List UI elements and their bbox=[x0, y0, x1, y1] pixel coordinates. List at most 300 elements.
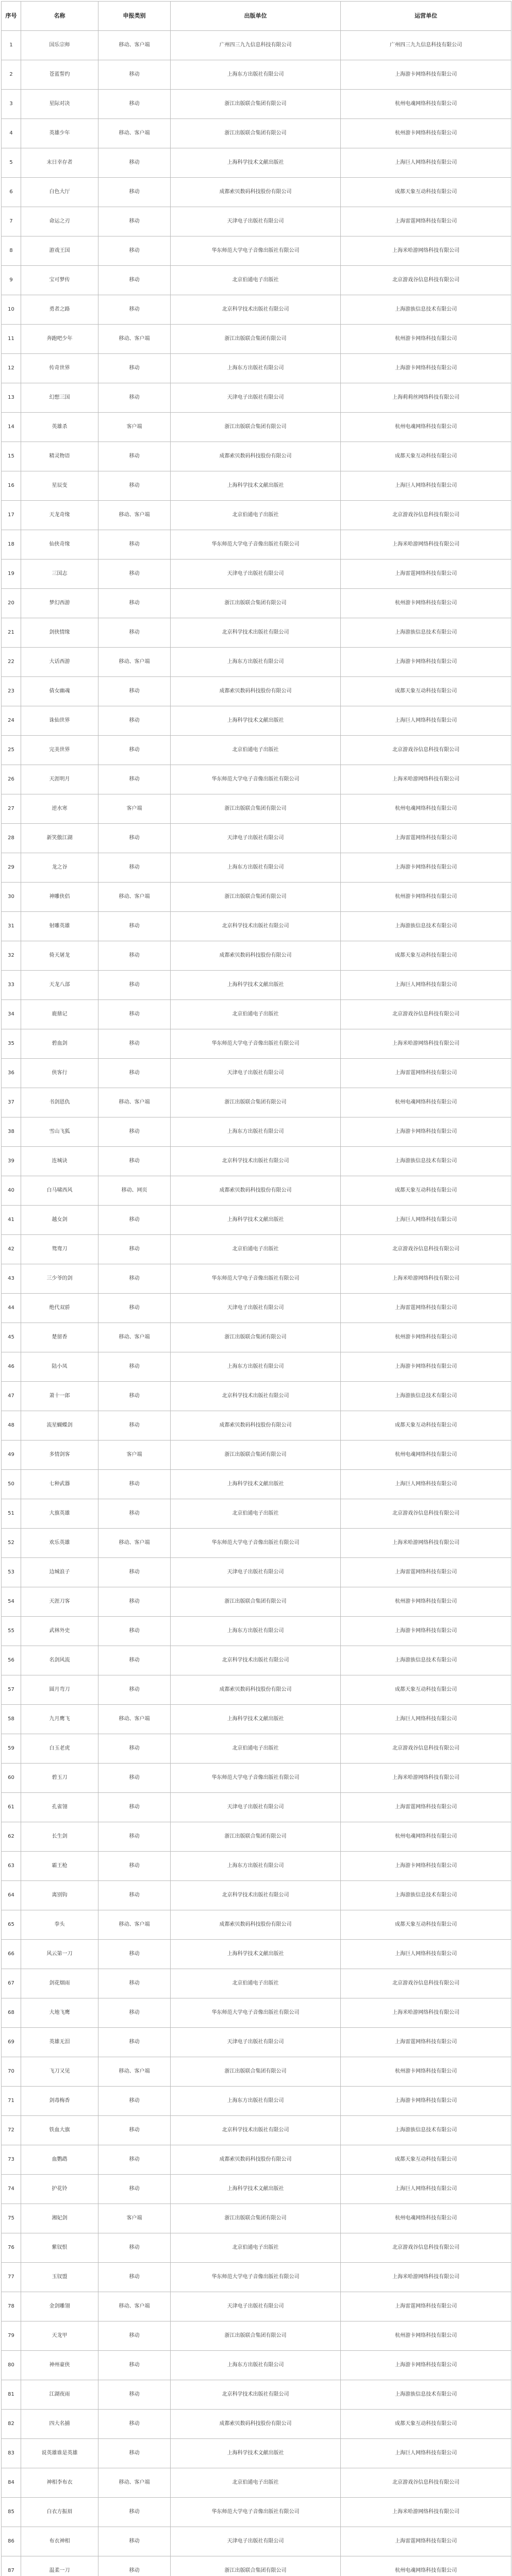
cell-publisher: 华东师范大学电子音像出版社有限公司 bbox=[171, 1764, 341, 1793]
cell-publisher: 北京科学技术出版社有限公司 bbox=[171, 1881, 341, 1910]
cell-operator: 上海巨人网络科技有限公司 bbox=[341, 1206, 511, 1235]
cell-publisher: 华东师范大学电子音像出版社有限公司 bbox=[171, 530, 341, 560]
cell-name: 精灵物语 bbox=[21, 442, 98, 471]
cell-type: 移动 bbox=[98, 2321, 171, 2351]
cell-operator: 上海雷霆网络科技有限公司 bbox=[341, 824, 511, 853]
table-row bbox=[2, 1793, 511, 1822]
cell-publisher: 华东师范大学电子音像出版社有限公司 bbox=[171, 236, 341, 266]
table-row bbox=[2, 1822, 511, 1852]
table-row bbox=[2, 207, 511, 236]
cell-publisher: 北京科学技术出版社有限公司 bbox=[171, 912, 341, 941]
cell-type: 移动 bbox=[98, 1352, 171, 1382]
cell-operator: 上海巨人网络科技有限公司 bbox=[341, 148, 511, 178]
cell-name: 七种武器 bbox=[21, 1470, 98, 1499]
cell-type: 移动 bbox=[98, 2028, 171, 2057]
cell-operator: 杭州电魂网络科技有限公司 bbox=[341, 1088, 511, 1117]
cell-publisher: 成都索贝数码科技股份有限公司 bbox=[171, 2145, 341, 2175]
cell-no: 54 bbox=[2, 1587, 21, 1617]
table-row bbox=[2, 530, 511, 560]
cell-type: 移动 bbox=[98, 824, 171, 853]
cell-name: 楚留香 bbox=[21, 1323, 98, 1352]
table-row bbox=[2, 2527, 511, 2556]
cell-operator: 上海米哈游网络科技有限公司 bbox=[341, 2498, 511, 2527]
cell-no: 26 bbox=[2, 765, 21, 794]
approval-table-container bbox=[1, 1, 511, 2576]
cell-operator: 上海雷霆网络科技有限公司 bbox=[341, 2527, 511, 2556]
cell-name: 鸳鸯刀 bbox=[21, 1235, 98, 1264]
cell-no: 50 bbox=[2, 1470, 21, 1499]
cell-no: 20 bbox=[2, 589, 21, 618]
cell-type: 移动 bbox=[98, 1558, 171, 1587]
table-row bbox=[2, 2087, 511, 2116]
cell-publisher: 华东师范大学电子音像出版社有限公司 bbox=[171, 765, 341, 794]
table-row bbox=[2, 2468, 511, 2498]
cell-publisher: 成都索贝数码科技股份有限公司 bbox=[171, 677, 341, 706]
table-row bbox=[2, 1558, 511, 1587]
cell-operator: 北京游戏谷信息科技有限公司 bbox=[341, 266, 511, 295]
cell-name: 宝可梦传 bbox=[21, 266, 98, 295]
cell-no: 22 bbox=[2, 648, 21, 677]
cell-type: 移动 bbox=[98, 2527, 171, 2556]
cell-no: 25 bbox=[2, 736, 21, 765]
table-row bbox=[2, 1235, 511, 1264]
cell-no: 63 bbox=[2, 1852, 21, 1881]
cell-type: 移动 bbox=[98, 295, 171, 325]
cell-no: 21 bbox=[2, 618, 21, 648]
cell-publisher: 上海科学技术文献出版社 bbox=[171, 971, 341, 1000]
table-row bbox=[2, 618, 511, 648]
cell-operator: 杭州电魂网络科技有限公司 bbox=[341, 413, 511, 442]
table-row bbox=[2, 413, 511, 442]
cell-type: 移动、客户端 bbox=[98, 1705, 171, 1734]
cell-type: 移动 bbox=[98, 560, 171, 589]
cell-no: 61 bbox=[2, 1793, 21, 1822]
cell-no: 12 bbox=[2, 354, 21, 383]
cell-type: 移动 bbox=[98, 1617, 171, 1646]
cell-name: 九月鹰飞 bbox=[21, 1705, 98, 1734]
cell-publisher: 华东师范大学电子音像出版社有限公司 bbox=[171, 1029, 341, 1059]
cell-name: 诛仙世界 bbox=[21, 706, 98, 736]
cell-publisher: 成都索贝数码科技股份有限公司 bbox=[171, 1675, 341, 1705]
table-row bbox=[2, 119, 511, 148]
cell-no: 45 bbox=[2, 1323, 21, 1352]
cell-type: 移动 bbox=[98, 2380, 171, 2410]
cell-publisher: 浙江出版联合集团有限公司 bbox=[171, 1822, 341, 1852]
cell-operator: 北京游戏谷信息科技有限公司 bbox=[341, 1000, 511, 1029]
cell-operator: 北京游戏谷信息科技有限公司 bbox=[341, 1499, 511, 1529]
cell-operator: 上海巨人网络科技有限公司 bbox=[341, 2175, 511, 2204]
cell-type: 移动 bbox=[98, 2498, 171, 2527]
cell-name: 白马啸西风 bbox=[21, 1176, 98, 1206]
table-row bbox=[2, 824, 511, 853]
cell-publisher: 天津电子出版社有限公司 bbox=[171, 2527, 341, 2556]
table-row bbox=[2, 2057, 511, 2087]
cell-operator: 北京游戏谷信息科技有限公司 bbox=[341, 2468, 511, 2498]
cell-name: 奔跑吧少年 bbox=[21, 325, 98, 354]
cell-no: 78 bbox=[2, 2292, 21, 2321]
cell-no: 82 bbox=[2, 2410, 21, 2439]
cell-no: 7 bbox=[2, 207, 21, 236]
cell-no: 40 bbox=[2, 1176, 21, 1206]
cell-name: 布衣神相 bbox=[21, 2527, 98, 2556]
cell-type: 移动 bbox=[98, 1734, 171, 1764]
cell-operator: 上海游族信息技术有限公司 bbox=[341, 295, 511, 325]
cell-operator: 上海巨人网络科技有限公司 bbox=[341, 706, 511, 736]
table-row bbox=[2, 706, 511, 736]
cell-publisher: 上海科学技术文献出版社 bbox=[171, 2175, 341, 2204]
cell-publisher: 北京科学技术出版社有限公司 bbox=[171, 1382, 341, 1411]
cell-no: 68 bbox=[2, 1998, 21, 2028]
cell-type: 移动 bbox=[98, 2233, 171, 2263]
table-row bbox=[2, 1499, 511, 1529]
table-row bbox=[2, 2175, 511, 2204]
cell-no: 46 bbox=[2, 1352, 21, 1382]
table-row bbox=[2, 941, 511, 971]
cell-publisher: 浙江出版联合集团有限公司 bbox=[171, 413, 341, 442]
cell-no: 11 bbox=[2, 325, 21, 354]
cell-name: 霸王枪 bbox=[21, 1852, 98, 1881]
cell-type: 移动 bbox=[98, 2175, 171, 2204]
cell-name: 拳头 bbox=[21, 1910, 98, 1940]
cell-operator: 上海游卡网络科技有限公司 bbox=[341, 1617, 511, 1646]
cell-type: 移动 bbox=[98, 941, 171, 971]
cell-name: 天龙八部 bbox=[21, 971, 98, 1000]
cell-publisher: 浙江出版联合集团有限公司 bbox=[171, 1088, 341, 1117]
cell-no: 65 bbox=[2, 1910, 21, 1940]
table-row bbox=[2, 442, 511, 471]
cell-publisher: 北京伯通电子出版社 bbox=[171, 2468, 341, 2498]
cell-type: 移动 bbox=[98, 2116, 171, 2145]
cell-publisher: 浙江出版联合集团有限公司 bbox=[171, 2556, 341, 2576]
cell-name: 龙之谷 bbox=[21, 853, 98, 883]
cell-publisher: 华东师范大学电子音像出版社有限公司 bbox=[171, 1998, 341, 2028]
cell-name: 孔雀翎 bbox=[21, 1793, 98, 1822]
cell-type: 移动 bbox=[98, 1969, 171, 1998]
cell-name: 流星蝴蝶剑 bbox=[21, 1411, 98, 1440]
cell-type: 移动 bbox=[98, 354, 171, 383]
cell-type: 移动 bbox=[98, 706, 171, 736]
cell-type: 移动 bbox=[98, 60, 171, 90]
cell-no: 32 bbox=[2, 941, 21, 971]
cell-publisher: 上海东方出版社有限公司 bbox=[171, 1852, 341, 1881]
cell-publisher: 天津电子出版社有限公司 bbox=[171, 383, 341, 413]
table-row bbox=[2, 1587, 511, 1617]
cell-type: 移动 bbox=[98, 90, 171, 119]
cell-no: 31 bbox=[2, 912, 21, 941]
cell-publisher: 广州四三九九信息科技有限公司 bbox=[171, 31, 341, 60]
cell-type: 移动 bbox=[98, 207, 171, 236]
cell-no: 9 bbox=[2, 266, 21, 295]
table-row bbox=[2, 1881, 511, 1910]
cell-no: 44 bbox=[2, 1294, 21, 1323]
cell-type: 移动 bbox=[98, 2263, 171, 2292]
cell-publisher: 浙江出版联合集团有限公司 bbox=[171, 883, 341, 912]
table-row bbox=[2, 1998, 511, 2028]
table-row bbox=[2, 1675, 511, 1705]
cell-type: 移动 bbox=[98, 2439, 171, 2468]
table-row bbox=[2, 1029, 511, 1059]
cell-name: 游戏王国 bbox=[21, 236, 98, 266]
cell-name: 玉钗盟 bbox=[21, 2263, 98, 2292]
cell-type: 移动、客户端 bbox=[98, 1323, 171, 1352]
cell-name: 天涯明月 bbox=[21, 765, 98, 794]
cell-name: 雪山飞狐 bbox=[21, 1117, 98, 1147]
cell-operator: 北京游戏谷信息科技有限公司 bbox=[341, 1235, 511, 1264]
table-row bbox=[2, 2498, 511, 2527]
cell-publisher: 华东师范大学电子音像出版社有限公司 bbox=[171, 1529, 341, 1558]
cell-name: 紫钗恨 bbox=[21, 2233, 98, 2263]
cell-type: 移动 bbox=[98, 1294, 171, 1323]
cell-operator: 成都天象互动科技有限公司 bbox=[341, 1675, 511, 1705]
cell-name: 剑毒梅香 bbox=[21, 2087, 98, 2116]
cell-type: 移动 bbox=[98, 1470, 171, 1499]
cell-publisher: 浙江出版联合集团有限公司 bbox=[171, 2321, 341, 2351]
cell-publisher: 北京伯通电子出版社 bbox=[171, 266, 341, 295]
table-row bbox=[2, 648, 511, 677]
cell-type: 移动 bbox=[98, 765, 171, 794]
cell-type: 移动 bbox=[98, 1206, 171, 1235]
table-row bbox=[2, 2116, 511, 2145]
table-row bbox=[2, 2233, 511, 2263]
cell-no: 81 bbox=[2, 2380, 21, 2410]
cell-name: 传奇世界 bbox=[21, 354, 98, 383]
cell-type: 客户端 bbox=[98, 2204, 171, 2233]
cell-operator: 杭州电魂网络科技有限公司 bbox=[341, 1822, 511, 1852]
cell-no: 76 bbox=[2, 2233, 21, 2263]
cell-operator: 北京游戏谷信息科技有限公司 bbox=[341, 1734, 511, 1764]
cell-no: 71 bbox=[2, 2087, 21, 2116]
cell-name: 白玉老虎 bbox=[21, 1734, 98, 1764]
cell-publisher: 天津电子出版社有限公司 bbox=[171, 1558, 341, 1587]
cell-operator: 北京游戏谷信息科技有限公司 bbox=[341, 1969, 511, 1998]
cell-name: 圆月弯刀 bbox=[21, 1675, 98, 1705]
cell-type: 移动 bbox=[98, 2556, 171, 2576]
cell-publisher: 北京伯通电子出版社 bbox=[171, 1000, 341, 1029]
cell-type: 移动 bbox=[98, 1587, 171, 1617]
cell-publisher: 浙江出版联合集团有限公司 bbox=[171, 90, 341, 119]
cell-publisher: 浙江出版联合集团有限公司 bbox=[171, 2204, 341, 2233]
cell-publisher: 天津电子出版社有限公司 bbox=[171, 207, 341, 236]
cell-publisher: 天津电子出版社有限公司 bbox=[171, 2292, 341, 2321]
cell-type: 移动、客户端 bbox=[98, 2468, 171, 2498]
cell-type: 客户端 bbox=[98, 794, 171, 824]
cell-no: 80 bbox=[2, 2351, 21, 2380]
cell-operator: 上海雷霆网络科技有限公司 bbox=[341, 207, 511, 236]
cell-type: 移动 bbox=[98, 2410, 171, 2439]
cell-type: 移动 bbox=[98, 971, 171, 1000]
cell-type: 移动 bbox=[98, 442, 171, 471]
cell-no: 5 bbox=[2, 148, 21, 178]
cell-operator: 上海雷霆网络科技有限公司 bbox=[341, 1294, 511, 1323]
table-row bbox=[2, 971, 511, 1000]
cell-type: 移动 bbox=[98, 1059, 171, 1088]
cell-operator: 北京游戏谷信息科技有限公司 bbox=[341, 2233, 511, 2263]
cell-no: 87 bbox=[2, 2556, 21, 2576]
cell-operator: 上海巨人网络科技有限公司 bbox=[341, 1940, 511, 1969]
cell-type: 客户端 bbox=[98, 413, 171, 442]
cell-operator: 上海游卡网络科技有限公司 bbox=[341, 2351, 511, 2380]
table-row bbox=[2, 1440, 511, 1470]
cell-no: 57 bbox=[2, 1675, 21, 1705]
cell-no: 69 bbox=[2, 2028, 21, 2057]
cell-name: 湘妃剑 bbox=[21, 2204, 98, 2233]
table-row bbox=[2, 1176, 511, 1206]
cell-operator: 成都天象互动科技有限公司 bbox=[341, 178, 511, 207]
cell-operator: 广州四三九九信息科技有限公司 bbox=[341, 31, 511, 60]
cell-publisher: 北京科学技术出版社有限公司 bbox=[171, 1147, 341, 1176]
cell-no: 8 bbox=[2, 236, 21, 266]
cell-type: 移动 bbox=[98, 2351, 171, 2380]
cell-no: 38 bbox=[2, 1117, 21, 1147]
table-row bbox=[2, 471, 511, 501]
cell-name: 长生剑 bbox=[21, 1822, 98, 1852]
cell-operator: 上海米哈游网络科技有限公司 bbox=[341, 1264, 511, 1294]
cell-publisher: 上海东方出版社有限公司 bbox=[171, 1117, 341, 1147]
cell-publisher: 成都索贝数码科技股份有限公司 bbox=[171, 1910, 341, 1940]
cell-type: 移动 bbox=[98, 1646, 171, 1675]
table-row bbox=[2, 1470, 511, 1499]
cell-publisher: 上海东方出版社有限公司 bbox=[171, 60, 341, 90]
cell-operator: 上海巨人网络科技有限公司 bbox=[341, 1705, 511, 1734]
cell-operator: 上海游卡网络科技有限公司 bbox=[341, 1117, 511, 1147]
cell-no: 53 bbox=[2, 1558, 21, 1587]
cell-type: 移动 bbox=[98, 1147, 171, 1176]
cell-operator: 上海巨人网络科技有限公司 bbox=[341, 2439, 511, 2468]
cell-type: 移动 bbox=[98, 266, 171, 295]
cell-name: 白色大厅 bbox=[21, 178, 98, 207]
cell-operator: 上海游族信息技术有限公司 bbox=[341, 2380, 511, 2410]
cell-operator: 成都天象互动科技有限公司 bbox=[341, 677, 511, 706]
cell-name: 四大名捕 bbox=[21, 2410, 98, 2439]
cell-type: 移动 bbox=[98, 148, 171, 178]
cell-operator: 杭州电魂网络科技有限公司 bbox=[341, 90, 511, 119]
table-row bbox=[2, 325, 511, 354]
table-row bbox=[2, 1000, 511, 1029]
cell-publisher: 成都索贝数码科技股份有限公司 bbox=[171, 2410, 341, 2439]
cell-publisher: 上海科学技术文献出版社 bbox=[171, 706, 341, 736]
header-no: 序号 bbox=[2, 2, 21, 31]
table-row bbox=[2, 2556, 511, 2576]
cell-name: 神州豪侠 bbox=[21, 2351, 98, 2380]
cell-no: 34 bbox=[2, 1000, 21, 1029]
cell-operator: 杭州电魂网络科技有限公司 bbox=[341, 1440, 511, 1470]
cell-type: 移动 bbox=[98, 383, 171, 413]
table-row bbox=[2, 853, 511, 883]
table-row bbox=[2, 589, 511, 618]
table-row bbox=[2, 1969, 511, 1998]
cell-publisher: 上海科学技术文献出版社 bbox=[171, 2439, 341, 2468]
table-row bbox=[2, 1940, 511, 1969]
cell-no: 47 bbox=[2, 1382, 21, 1411]
cell-operator: 北京游戏谷信息科技有限公司 bbox=[341, 736, 511, 765]
table-body bbox=[2, 31, 511, 2576]
cell-publisher: 北京科学技术出版社有限公司 bbox=[171, 1646, 341, 1675]
cell-no: 16 bbox=[2, 471, 21, 501]
cell-name: 英雄无泪 bbox=[21, 2028, 98, 2057]
cell-operator: 上海雷霆网络科技有限公司 bbox=[341, 2028, 511, 2057]
cell-no: 66 bbox=[2, 1940, 21, 1969]
cell-type: 移动 bbox=[98, 1822, 171, 1852]
cell-publisher: 成都索贝数码科技股份有限公司 bbox=[171, 178, 341, 207]
cell-type: 移动 bbox=[98, 853, 171, 883]
cell-type: 移动 bbox=[98, 178, 171, 207]
cell-operator: 杭州游卡网络科技有限公司 bbox=[341, 119, 511, 148]
cell-operator: 上海游族信息技术有限公司 bbox=[341, 1646, 511, 1675]
cell-operator: 上海雷霆网络科技有限公司 bbox=[341, 2292, 511, 2321]
cell-publisher: 上海东方出版社有限公司 bbox=[171, 2351, 341, 2380]
cell-name: 星际对决 bbox=[21, 90, 98, 119]
cell-type: 移动 bbox=[98, 1881, 171, 1910]
cell-name: 大话西游 bbox=[21, 648, 98, 677]
cell-name: 剑花烟雨 bbox=[21, 1969, 98, 1998]
cell-name: 逆水寒 bbox=[21, 794, 98, 824]
cell-operator: 上海游卡网络科技有限公司 bbox=[341, 1852, 511, 1881]
table-row bbox=[2, 2145, 511, 2175]
cell-operator: 上海雷霆网络科技有限公司 bbox=[341, 1793, 511, 1822]
cell-no: 2 bbox=[2, 60, 21, 90]
cell-name: 说英雄谁是英雄 bbox=[21, 2439, 98, 2468]
cell-name: 碧玉刀 bbox=[21, 1764, 98, 1793]
cell-operator: 上海巨人网络科技有限公司 bbox=[341, 471, 511, 501]
cell-operator: 成都天象互动科技有限公司 bbox=[341, 442, 511, 471]
cell-publisher: 北京伯通电子出版社 bbox=[171, 1235, 341, 1264]
cell-operator: 上海巨人网络科技有限公司 bbox=[341, 971, 511, 1000]
cell-no: 56 bbox=[2, 1646, 21, 1675]
cell-type: 移动 bbox=[98, 1382, 171, 1411]
cell-operator: 上海莉莉丝网络科技有限公司 bbox=[341, 383, 511, 413]
cell-no: 74 bbox=[2, 2175, 21, 2204]
cell-publisher: 上海东方出版社有限公司 bbox=[171, 648, 341, 677]
cell-no: 19 bbox=[2, 560, 21, 589]
cell-name: 江湖夜雨 bbox=[21, 2380, 98, 2410]
table-row bbox=[2, 883, 511, 912]
cell-publisher: 北京伯通电子出版社 bbox=[171, 1969, 341, 1998]
table-row bbox=[2, 178, 511, 207]
table-row bbox=[2, 1705, 511, 1734]
cell-no: 72 bbox=[2, 2116, 21, 2145]
cell-operator: 杭州游卡网络科技有限公司 bbox=[341, 2057, 511, 2087]
cell-operator: 上海米哈游网络科技有限公司 bbox=[341, 236, 511, 266]
table-row bbox=[2, 90, 511, 119]
cell-publisher: 北京伯通电子出版社 bbox=[171, 2233, 341, 2263]
cell-name: 萧十一郎 bbox=[21, 1382, 98, 1411]
cell-type: 移动、客户端 bbox=[98, 31, 171, 60]
cell-type: 移动 bbox=[98, 589, 171, 618]
table-row bbox=[2, 31, 511, 60]
cell-name: 鹿鼎记 bbox=[21, 1000, 98, 1029]
cell-operator: 上海游卡网络科技有限公司 bbox=[341, 648, 511, 677]
table-row bbox=[2, 295, 511, 325]
cell-no: 14 bbox=[2, 413, 21, 442]
cell-name: 幻想三国 bbox=[21, 383, 98, 413]
cell-type: 移动 bbox=[98, 1998, 171, 2028]
cell-type: 移动 bbox=[98, 530, 171, 560]
cell-type: 移动 bbox=[98, 912, 171, 941]
table-row bbox=[2, 1088, 511, 1117]
cell-operator: 杭州游卡网络科技有限公司 bbox=[341, 1587, 511, 1617]
cell-type: 移动 bbox=[98, 2087, 171, 2116]
cell-publisher: 浙江出版联合集团有限公司 bbox=[171, 325, 341, 354]
table-row bbox=[2, 1910, 511, 1940]
cell-publisher: 天津电子出版社有限公司 bbox=[171, 1793, 341, 1822]
table-row bbox=[2, 1764, 511, 1793]
cell-publisher: 上海东方出版社有限公司 bbox=[171, 1352, 341, 1382]
table-row bbox=[2, 2351, 511, 2380]
cell-no: 67 bbox=[2, 1969, 21, 1998]
cell-publisher: 上海科学技术文献出版社 bbox=[171, 148, 341, 178]
table-row bbox=[2, 60, 511, 90]
cell-operator: 杭州游卡网络科技有限公司 bbox=[341, 589, 511, 618]
